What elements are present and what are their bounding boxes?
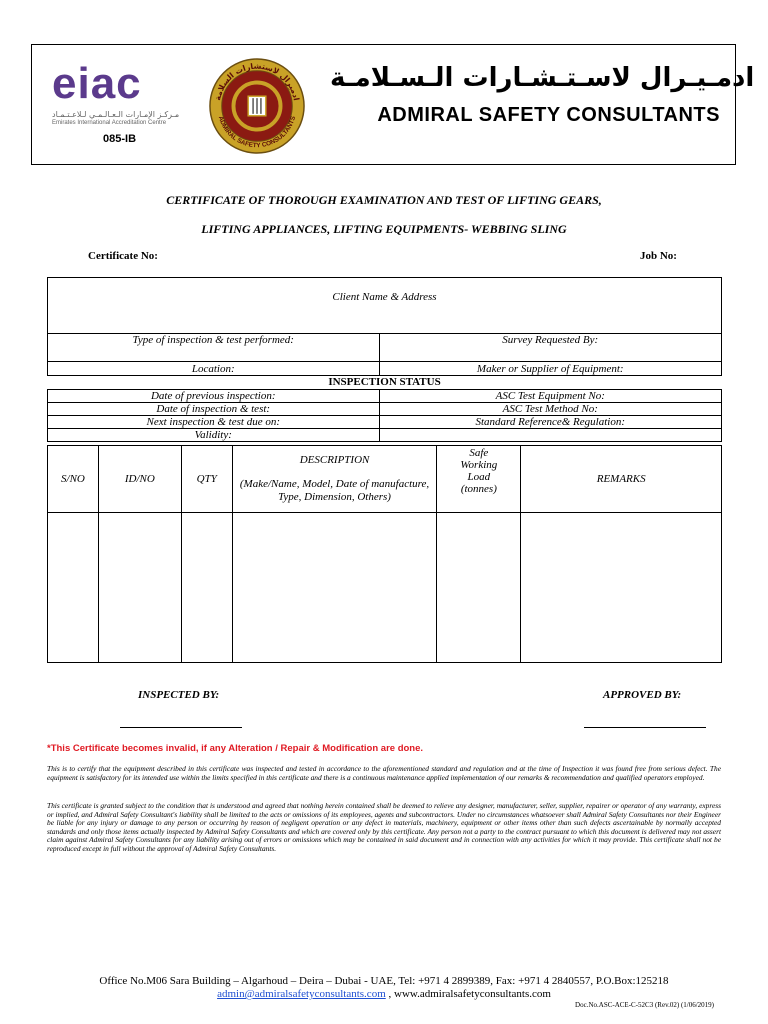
qty-header: QTY [181, 446, 232, 513]
eiac-english-name: Emirates International Accreditation Centre [52, 120, 167, 126]
qty-cell [181, 513, 232, 663]
status-left-cell: Validity: [48, 429, 380, 442]
status-row [48, 416, 722, 429]
sno-header: S/NO [48, 446, 99, 513]
document-number: Doc.No.ASC-ACE-C-52C3 (Rev.02) (1/06/2019) [575, 1001, 714, 1009]
type-of-inspection-cell: Type of inspection & test performed: [48, 334, 380, 362]
admiral-seal-logo [208, 57, 306, 155]
inspection-status-table [47, 389, 722, 442]
eiac-arabic-name: مـركـز الإمـارات الـعـالـمـي لـلاعـتـمـاد [52, 110, 180, 119]
swl-header: Safe Working Load (tonnes) [437, 446, 521, 513]
inspection-status-heading: INSPECTION STATUS [328, 376, 441, 388]
approved-by-signature-line [584, 727, 706, 728]
remarks-header: REMARKS [521, 446, 722, 513]
location-cell: Location: [48, 362, 380, 376]
certification-statement: This is to certify that the equipment described in this certificate was inspected and tested in accordance to the aforementioned standard and regulation and at the time of Inspection it was found free from serious defect. The equipment is satisfactory for its intended use within the limits specified in this certificate and there is a continuous maintenance applied implementation of our remarks & recommendation and qualified operators employed. [47, 764, 721, 782]
liability-terms: This certificate is granted subject to the condition that is understood and agreed that nothing herein contained shall be deemed to relieve any designer, manufacturer, seller, supplier, repairer or operator of any warranty, express or implied, and Admiral Safety Consultant's liability shall be limited to the acts or omissions of its employees, agents and subcontractors. Under no circumstances whatsoever shall Admiral Safety Consultants nor their Engineer be liable for any injury or damage to any person or occurring by reason of negligent operation or any defect in materials, machinery, equipment or other items other than such defects ascertainable by normally accepted standards and only those items actually inspected by Admiral Safety Consultants and which are covered only by this certificate. Any person not a party to the contract pursuant to which this document is delivered may not assert claim against Admiral Safety Consultants for any liability arising out of errors or omissions which may be contained in said document and in connection with any activities for which it may provide. This certificate shall not be reproduced except in full without the approval of Admiral Safety Consultants. [47, 801, 721, 853]
status-left-cell: Date of inspection & test: [48, 403, 380, 416]
inspected-by-label: INSPECTED BY: [138, 689, 220, 701]
footer-separator: , [385, 988, 394, 1000]
brand-name-arabic: ادمـيـرال لاسـتـشـارات الـسـلامـة [330, 63, 755, 93]
status-left-cell: Next inspection & test due on: [48, 416, 380, 429]
client-name-box [47, 277, 722, 334]
description-subtitle: (Make/Name, Model, Date of manufacture, Type, Dimension, Others) [239, 478, 430, 503]
status-right-cell: ASC Test Equipment No: [379, 390, 722, 403]
accreditation-number: 085-IB [103, 133, 137, 145]
website-link[interactable]: www.admiralsafetyconsultants.com [394, 988, 551, 1000]
approved-by-label: APPROVED BY: [603, 689, 682, 701]
status-row [48, 403, 722, 416]
seal-text-bottom: ADMIRAL SAFETY CONSULTANTS [216, 115, 298, 150]
invalidity-warning: *This Certificate becomes invalid, if any Alteration / Repair & Modification are done. [47, 743, 424, 754]
status-right-cell: Standard Reference& Regulation: [379, 416, 722, 429]
seal-text-top: ادميرال لاستشارات السلامة [213, 61, 301, 102]
job-no-label: Job No: [640, 250, 677, 262]
status-right-cell: ASC Test Method No: [379, 403, 722, 416]
status-left-cell: Date of previous inspection: [48, 390, 380, 403]
footer-contact [0, 988, 768, 1000]
footer-address: Office No.M06 Sara Building – Algarhoud – Deira – Dubai - UAE, Tel: +971 4 2899389, Fax: +971 4 2840557, P.O.Box:125218 [99, 975, 669, 987]
remarks-cell [521, 513, 722, 663]
inspected-by-signature-line [120, 727, 242, 728]
client-name-address-label: Client Name & Address [332, 291, 437, 303]
eiac-logo-text: eiac [52, 59, 142, 108]
status-row [48, 390, 722, 403]
status-row [48, 429, 722, 442]
inspection-info-table [47, 333, 722, 376]
brand-name-english: ADMIRAL SAFETY CONSULTANTS [377, 104, 720, 126]
status-right-cell [379, 429, 722, 442]
idno-header: ID/NO [98, 446, 181, 513]
swl-cell [437, 513, 521, 663]
certificate-title-line2: LIFTING APPLIANCES, LIFTING EQUIPMENTS- WEBBING SLING [201, 222, 567, 236]
description-cell [232, 513, 437, 663]
survey-requested-by-cell: Survey Requested By: [379, 334, 722, 362]
description-title: DESCRIPTION [299, 454, 370, 466]
email-link[interactable]: admin@admiralsafetyconsultants.com [217, 988, 386, 1000]
sno-cell [48, 513, 99, 663]
items-body-row [48, 513, 722, 663]
items-table [47, 445, 722, 663]
certificate-title-line1: CERTIFICATE OF THOROUGH EXAMINATION AND TEST OF LIFTING GEARS, [166, 193, 602, 207]
eiac-logo [50, 60, 195, 130]
items-header-row [48, 446, 722, 513]
certificate-no-label: Certificate No: [88, 250, 158, 262]
idno-cell [98, 513, 181, 663]
description-header [232, 446, 437, 513]
maker-supplier-cell: Maker or Supplier of Equipment: [379, 362, 722, 376]
